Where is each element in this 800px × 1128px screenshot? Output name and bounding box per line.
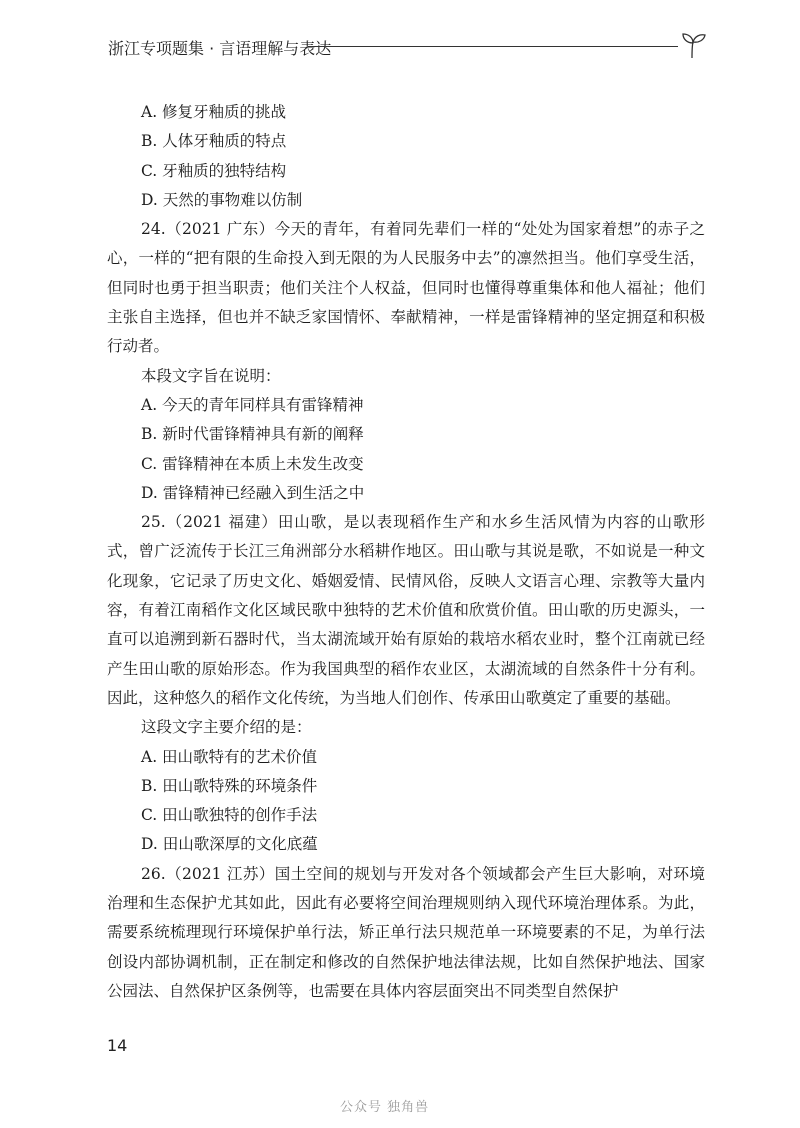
- page-content: [107, 98, 705, 1006]
- option: D. 田山歌深厚的文化底蕴: [141, 835, 318, 854]
- option: C. 雷锋精神在本质上未发生改变: [141, 454, 364, 473]
- question-source: （2021 广东）: [165, 220, 275, 239]
- option: B. 田山歌特殊的环境条件: [141, 776, 318, 795]
- option: B. 新时代雷锋精神具有新的阐释: [141, 425, 364, 444]
- question-number: 25.: [141, 513, 166, 532]
- question-number: 26.: [141, 864, 166, 883]
- page-header: [108, 30, 708, 60]
- watermark: 公众号 独角兽: [340, 1100, 430, 1115]
- question-passage: [107, 215, 705, 361]
- option: D. 天然的事物难以仿制: [141, 190, 303, 209]
- question-stem: 这段文字主要介绍的是：: [141, 718, 312, 737]
- option: A. 今天的青年同样具有雷锋精神: [141, 395, 364, 414]
- option: A. 田山歌特有的艺术价值: [141, 747, 318, 766]
- option: D. 雷锋精神已经融入到生活之中: [141, 483, 365, 502]
- passage-text: 田山歌，是以表现稻作生产和水乡生活风情为内容的山歌形式，曾广泛流传于长江三角洲部分水稻耕作地区。田山歌与其说是歌，不如说是一种文化现象，它记录了历史文化、婚姻爱情、民情风俗，反映人文语言心理、宗教等大量内容，有着江南稻作文化区域民歌中独特的艺术价值和欣赏价值。田山歌的历史源头，一直可以追溯到新石器时代，当太湖流域开始有原始的栽培水稻农业时，整个江南就已经产生田山歌的原始形态。作为我国典型的稻作农业区，太湖流域的自然条件十分有利。因此，这种悠久的稻作文化传统，为当地人们创作、传承田山歌奠定了重要的基础。: [107, 513, 705, 707]
- question-source: （2021 福建）: [165, 513, 278, 532]
- passage-text: 国土空间的规划与开发对各个领域都会产生巨大影响，对环境治理和生态保护尤其如此，因此有必要将空间治理规则纳入现代环境治理体系。为此，需要系统梳理现行环境保护单行法，矫正单行法只规范单一环境要素的不足，为单行法创设内部协调机制，正在制定和修改的自然保护地法律法规，比如自然保护地法、国家公园法、自然保护区条例等，也需要在具体内容层面突出不同类型自然保护: [107, 864, 705, 1000]
- question-number: 24.: [141, 220, 166, 239]
- option: C. 牙釉质的独特结构: [141, 161, 287, 180]
- header-rule: [308, 46, 678, 47]
- option: B. 人体牙釉质的特点: [141, 132, 287, 151]
- question-25: [107, 508, 705, 860]
- question-26: [107, 860, 705, 1006]
- option: A. 修复牙釉质的挑战: [141, 103, 287, 121]
- option: C. 田山歌独特的创作手法: [141, 806, 318, 825]
- page-number: 14: [107, 1036, 128, 1055]
- question-passage: [107, 860, 705, 1006]
- question-stem: 本段文字旨在说明：: [141, 366, 281, 385]
- sprout-icon: [678, 30, 708, 60]
- previous-question-options: [107, 98, 705, 215]
- question-passage: [107, 508, 705, 713]
- passage-text: 今天的青年，有着同先辈们一样的“处处为国家着想”的赤子之心，一样的“把有限的生命投入到无限的为人民服务中去”的凛然担当。他们享受生活，但同时也勇于担当职责；他们关注个人权益，但同时也懂得尊重集体和他人福祉；他们主张自主选择，但也并不缺乏家国情怀、奉献精神，一样是雷锋精神的坚定拥趸和积极行动者。: [107, 220, 706, 356]
- header-title: 浙江专项题集 · 言语理解与表达: [108, 39, 332, 58]
- question-source: （2021 江苏）: [165, 864, 275, 883]
- question-24: [107, 215, 705, 508]
